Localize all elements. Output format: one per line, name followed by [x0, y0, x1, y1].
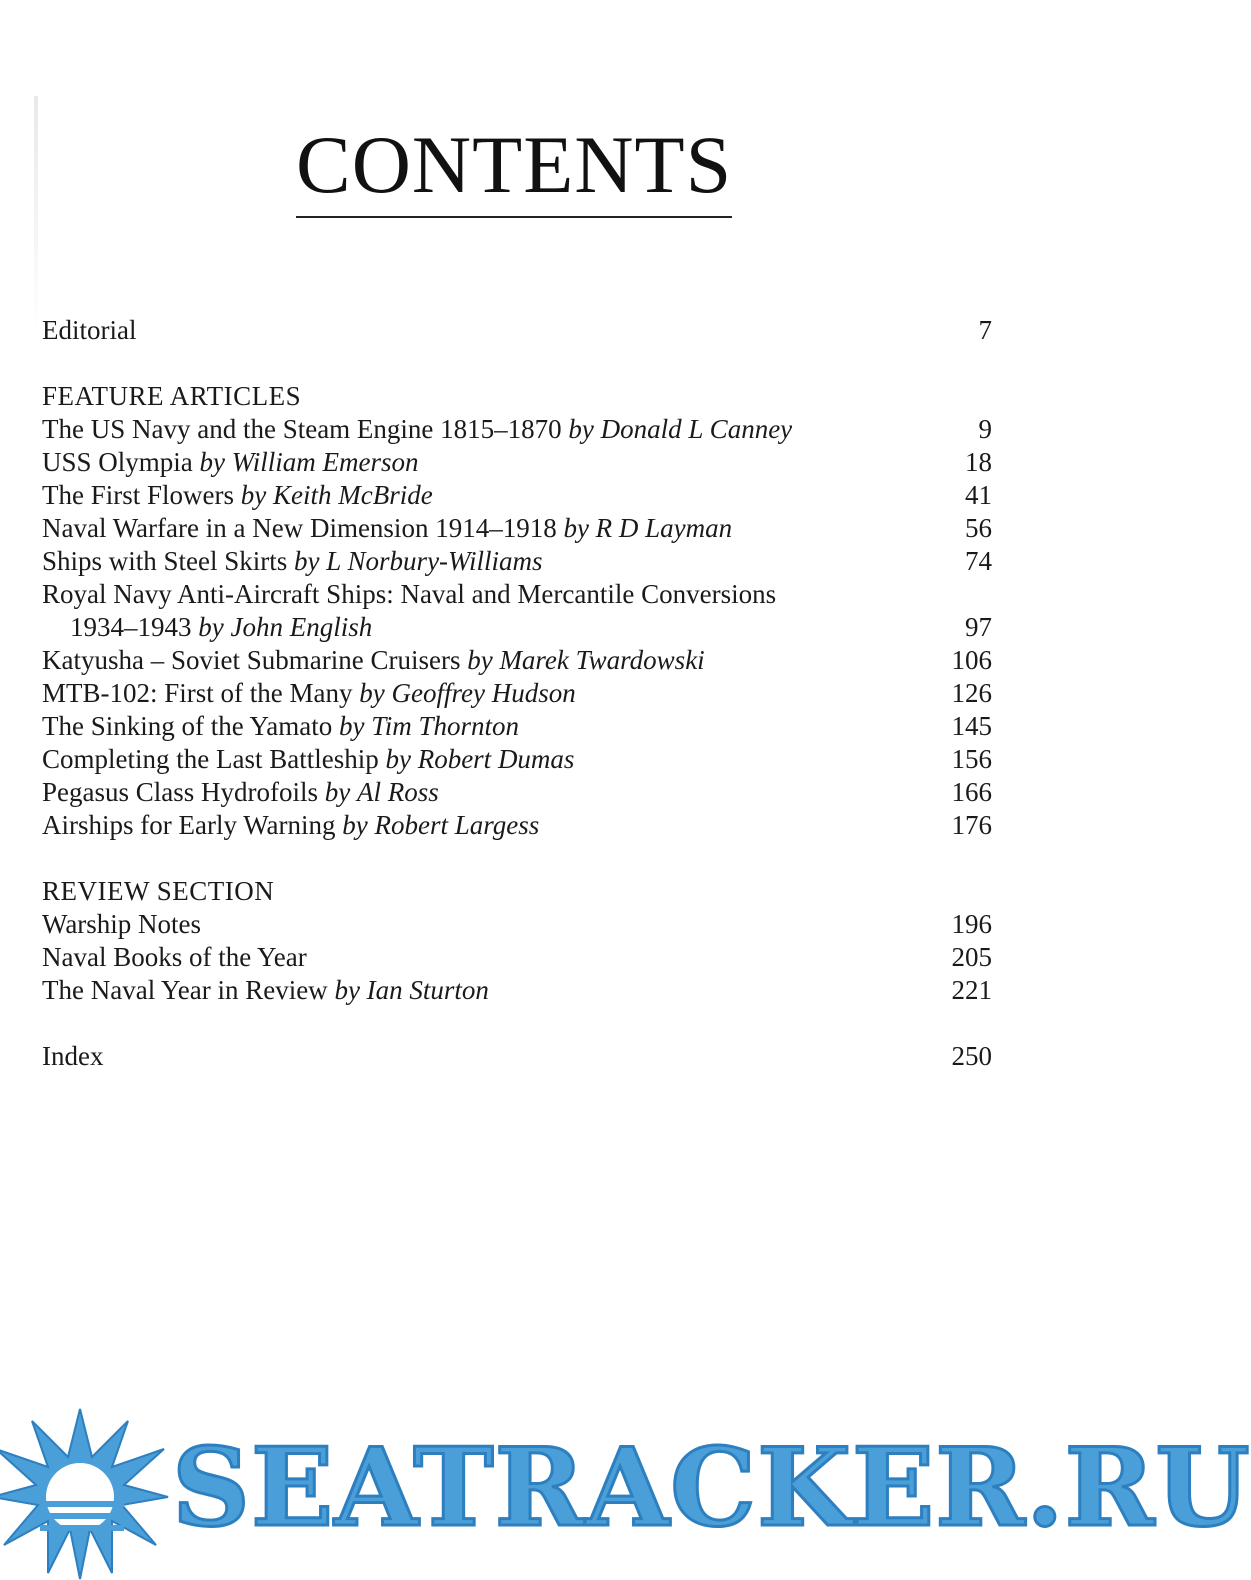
toc-entry-page: 205: [951, 942, 992, 972]
toc-entry-title: The Sinking of the Yamato: [42, 711, 333, 741]
toc-entry-title: Naval Books of the Year: [42, 942, 307, 972]
table-of-contents: [42, 314, 992, 1073]
toc-entry-page: 56: [965, 513, 992, 543]
toc-entry-by: by: [294, 546, 320, 576]
page-edge-shadow: [34, 96, 38, 336]
toc-entry-title: Royal Navy Anti-Aircraft Ships: Naval and Mercantile Conversions: [42, 579, 777, 609]
toc-entry-by: by: [240, 480, 267, 510]
toc-entry-author: R D Layman: [595, 513, 733, 543]
toc-entry-page: 250: [951, 1041, 992, 1071]
toc-entry-by: by: [339, 711, 365, 741]
toc-entry-page: 126: [951, 678, 992, 708]
toc-entry-title: Completing the Last Battleship: [42, 744, 379, 774]
page-title: CONTENTS: [296, 119, 733, 210]
toc-entry: [42, 479, 992, 512]
toc-entry: [42, 710, 992, 743]
toc-entry-author: Robert Dumas: [417, 744, 575, 774]
toc-entry: [42, 941, 992, 974]
toc-entry-page: 41: [965, 480, 992, 510]
toc-entry: [42, 446, 992, 479]
toc-entry-author: William Emerson: [231, 447, 419, 477]
toc-entry-title: MTB-102: First of the Many: [42, 678, 353, 708]
toc-entry-author: Keith McBride: [272, 480, 433, 510]
toc-entry-title: Editorial: [42, 315, 137, 345]
toc-entry-title: Katyusha – Soviet Submarine Cruisers: [42, 645, 461, 675]
sun-burst-icon: [0, 1405, 170, 1580]
toc-entry-page: 196: [951, 909, 992, 939]
toc-entry: [42, 545, 992, 578]
toc-entry-page: 176: [951, 810, 992, 840]
toc-entry-author: Donald L Canney: [600, 414, 793, 444]
toc-entry-title: Airships for Early Warning: [42, 810, 336, 840]
title-underline: [296, 216, 732, 218]
watermark-text: SEATRACKER.RU: [172, 1425, 1251, 1551]
toc-entry: [42, 743, 992, 776]
title-block: [296, 120, 732, 210]
toc-entry-title: USS Olympia: [42, 447, 193, 477]
toc-entry: [42, 644, 992, 677]
section-gap: [42, 842, 992, 875]
toc-entry-by: by: [385, 744, 411, 774]
toc-entry-page: 9: [978, 414, 992, 444]
toc-entry-author: Robert Largess: [374, 810, 540, 840]
section-heading-feature: FEATURE ARTICLES: [42, 381, 302, 411]
toc-entry-editorial: [42, 314, 992, 347]
section-heading-review: REVIEW SECTION: [42, 876, 275, 906]
toc-entry-page: 7: [978, 315, 992, 345]
toc-entry-author: Ian Sturton: [366, 975, 489, 1005]
toc-entry-by: by: [342, 810, 368, 840]
toc-entry-by: by: [467, 645, 493, 675]
toc-entry-author: Geoffrey Hudson: [391, 678, 576, 708]
toc-entry-index: [42, 1040, 992, 1073]
toc-entry: [42, 512, 992, 545]
toc-entry: [42, 776, 992, 809]
toc-entry-by: by: [334, 975, 360, 1005]
toc-entry: [42, 974, 992, 1007]
toc-entry: [42, 809, 992, 842]
toc-entry: [42, 413, 992, 446]
toc-entry-author: Tim Thornton: [371, 711, 520, 741]
toc-entry-by: by: [324, 777, 351, 807]
toc-entry-page: 166: [951, 777, 992, 807]
toc-entry: [42, 908, 992, 941]
toc-entry-title: Index: [42, 1041, 104, 1071]
toc-entry-author: Marek Twardowski: [499, 645, 705, 675]
toc-entry-continuation: [42, 611, 992, 644]
toc-entry-page: 97: [965, 612, 992, 642]
toc-entry-title: The First Flowers: [42, 480, 234, 510]
toc-entry-by: by: [199, 447, 226, 477]
toc-entry-author: Al Ross: [356, 777, 439, 807]
toc-entry-page: 221: [951, 975, 992, 1005]
toc-entry: [42, 578, 992, 611]
toc-entry-page: 18: [965, 447, 992, 477]
section-gap: [42, 1007, 992, 1040]
toc-entry-title: Ships with Steel Skirts: [42, 546, 288, 576]
toc-entry-title: 1934–1943: [70, 612, 192, 642]
toc-entry-page: 106: [951, 645, 992, 675]
toc-entry-page: 156: [951, 744, 992, 774]
toc-entry-title: The Naval Year in Review: [42, 975, 328, 1005]
toc-entry-by: by: [568, 414, 594, 444]
toc-entry-page: 145: [951, 711, 992, 741]
toc-entry-author: L Norbury-Williams: [326, 546, 543, 576]
toc-entry-title: Warship Notes: [42, 909, 202, 939]
toc-entry-by: by: [359, 678, 385, 708]
toc-entry-title: Naval Warfare in a New Dimension 1914–1918: [42, 513, 557, 543]
section-gap: [42, 347, 992, 380]
toc-entry-by: by: [563, 513, 589, 543]
toc-entry-title: Pegasus Class Hydrofoils: [42, 777, 318, 807]
toc-entry: [42, 677, 992, 710]
toc-entry-author: John English: [230, 612, 373, 642]
toc-entry-page: 74: [965, 546, 992, 576]
toc-entry-title: The US Navy and the Steam Engine 1815–1870: [42, 414, 562, 444]
toc-entry-by: by: [198, 612, 224, 642]
